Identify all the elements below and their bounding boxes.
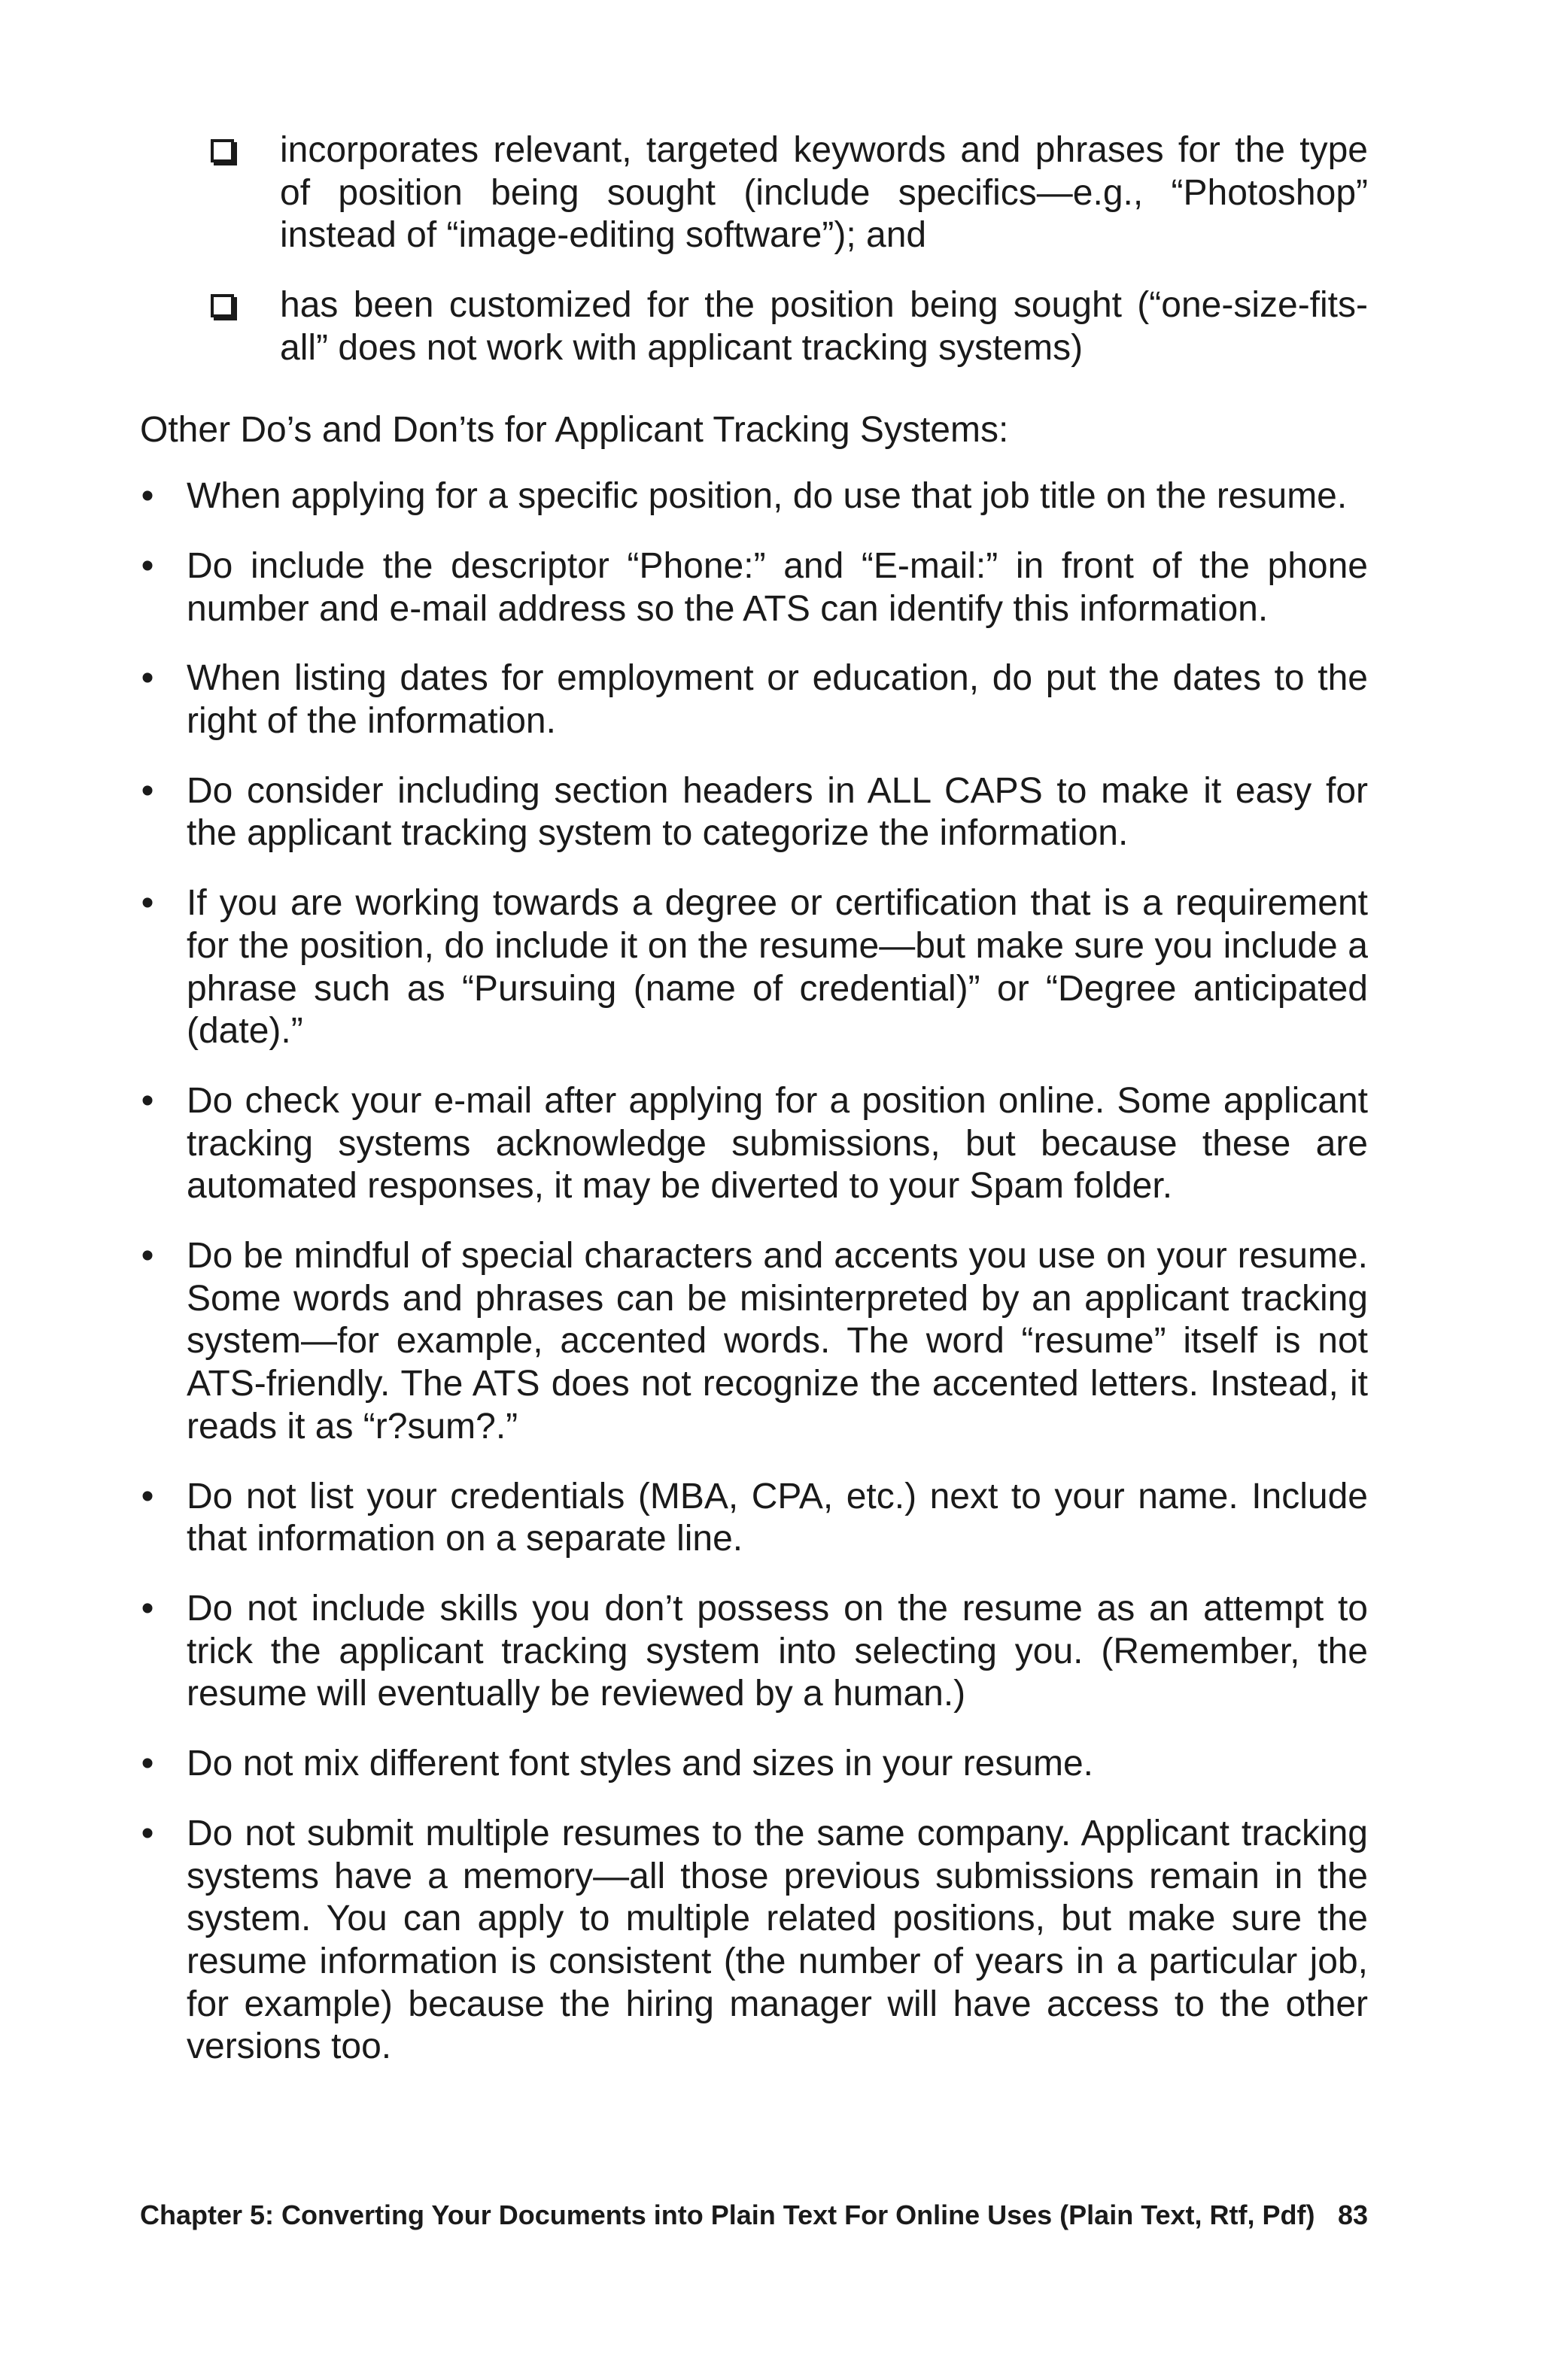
bullet-item-text: Do check your e-mail after applying for a position online. Some applicant tracking systems acknowledge submissions, but because these are automated responses, it may be diverted to your Spam folder.	[187, 1080, 1368, 1207]
bullet-icon: •	[141, 476, 154, 517]
page-body	[140, 129, 1368, 2096]
section-intro: Other Do’s and Don’ts for Applicant Tracking Systems:	[140, 409, 1009, 450]
bullet-icon: •	[141, 1476, 154, 1516]
bullet-item	[140, 1235, 1368, 1449]
checkbox-icon	[211, 294, 234, 317]
bullet-item-text: Do not list your credentials (MBA, CPA, etc.) next to your name. Include that information on a separate line.	[187, 1476, 1368, 1559]
bullet-icon: •	[141, 658, 154, 699]
bullet-item	[140, 770, 1368, 855]
bullet-icon: •	[141, 1744, 154, 1784]
page-number: 83	[1337, 2199, 1368, 2230]
chapter-title: Chapter 5: Converting Your Documents into Plain Text For Online Uses (Plain Text, Rtf, Pdf)	[140, 2199, 1315, 2230]
bullet-item	[140, 545, 1368, 630]
bullet-icon: •	[141, 883, 154, 924]
bullet-item	[140, 1080, 1368, 1208]
bullet-item-text: When applying for a specific position, do use that job title on the resume.	[187, 476, 1348, 517]
bullet-item-text: Do include the descriptor “Phone:” and “E-mail:” in front of the phone number and e-mail address so the ATS can identify this information.	[187, 545, 1368, 629]
bullet-icon: •	[141, 1236, 154, 1277]
bullet-item	[140, 475, 1368, 518]
checklist-item-text: incorporates relevant, targeted keywords and phrases for the type of position being sought (include specifics—e.g., “Photoshop” instead of “image-editing software”); and	[280, 130, 1368, 256]
bullet-icon: •	[141, 1813, 154, 1853]
bullet-item-text: Do consider including section headers in ALL CAPS to make it easy for the applicant tracking system to categorize the information.	[187, 770, 1368, 854]
bullet-item-text: Do be mindful of special characters and accents you use on your resume. Some words and phrases can be misinterpreted by an applicant tracking system—for example, accented words. The word “resume” itself is not ATS-friendly. The ATS does not recognize the accented letters. Instead, it reads it as “r?sum?.”	[187, 1236, 1368, 1447]
bullet-icon: •	[141, 770, 154, 811]
checklist-item-text: has been customized for the position being sought (“one-size-fits-all” does not work with applicant tracking systems)	[280, 285, 1368, 368]
page-footer	[140, 2199, 1368, 2231]
bullet-item	[140, 1588, 1368, 1716]
bullet-list	[140, 475, 1368, 2069]
bullet-item	[140, 1476, 1368, 1561]
checklist-item	[140, 129, 1368, 257]
bullet-icon: •	[141, 1080, 154, 1121]
checkbox-icon	[211, 139, 234, 162]
bullet-item	[140, 882, 1368, 1053]
checklist-item	[140, 284, 1368, 369]
bullet-icon: •	[141, 1588, 154, 1629]
bullet-item	[140, 657, 1368, 742]
bullet-item	[140, 1743, 1368, 1786]
bullet-icon: •	[141, 545, 154, 586]
bullet-item-text: If you are working towards a degree or certification that is a requirement for the position, do include it on the resume—but make sure you include a phrase such as “Pursuing (name of credential)” or “Degree anticipated (date).”	[187, 883, 1368, 1052]
bullet-item-text: When listing dates for employment or education, do put the dates to the right of the information.	[187, 658, 1368, 742]
bullet-item-text: Do not mix different font styles and sizes in your resume.	[187, 1744, 1093, 1784]
bullet-item	[140, 1813, 1368, 2069]
bullet-item-text: Do not submit multiple resumes to the same company. Applicant tracking systems have a memory—all those previous submissions remain in the system. You can apply to multiple related positions, but make sure the resume information is consistent (the number of years in a particular job, for example) because the hiring manager will have access to the other versions too.	[187, 1813, 1368, 2067]
bullet-item-text: Do not include skills you don’t possess on the resume as an attempt to trick the applicant tracking system into selecting you. (Remember, the resume will eventually be reviewed by a human.)	[187, 1588, 1368, 1714]
checklist	[140, 129, 1368, 370]
